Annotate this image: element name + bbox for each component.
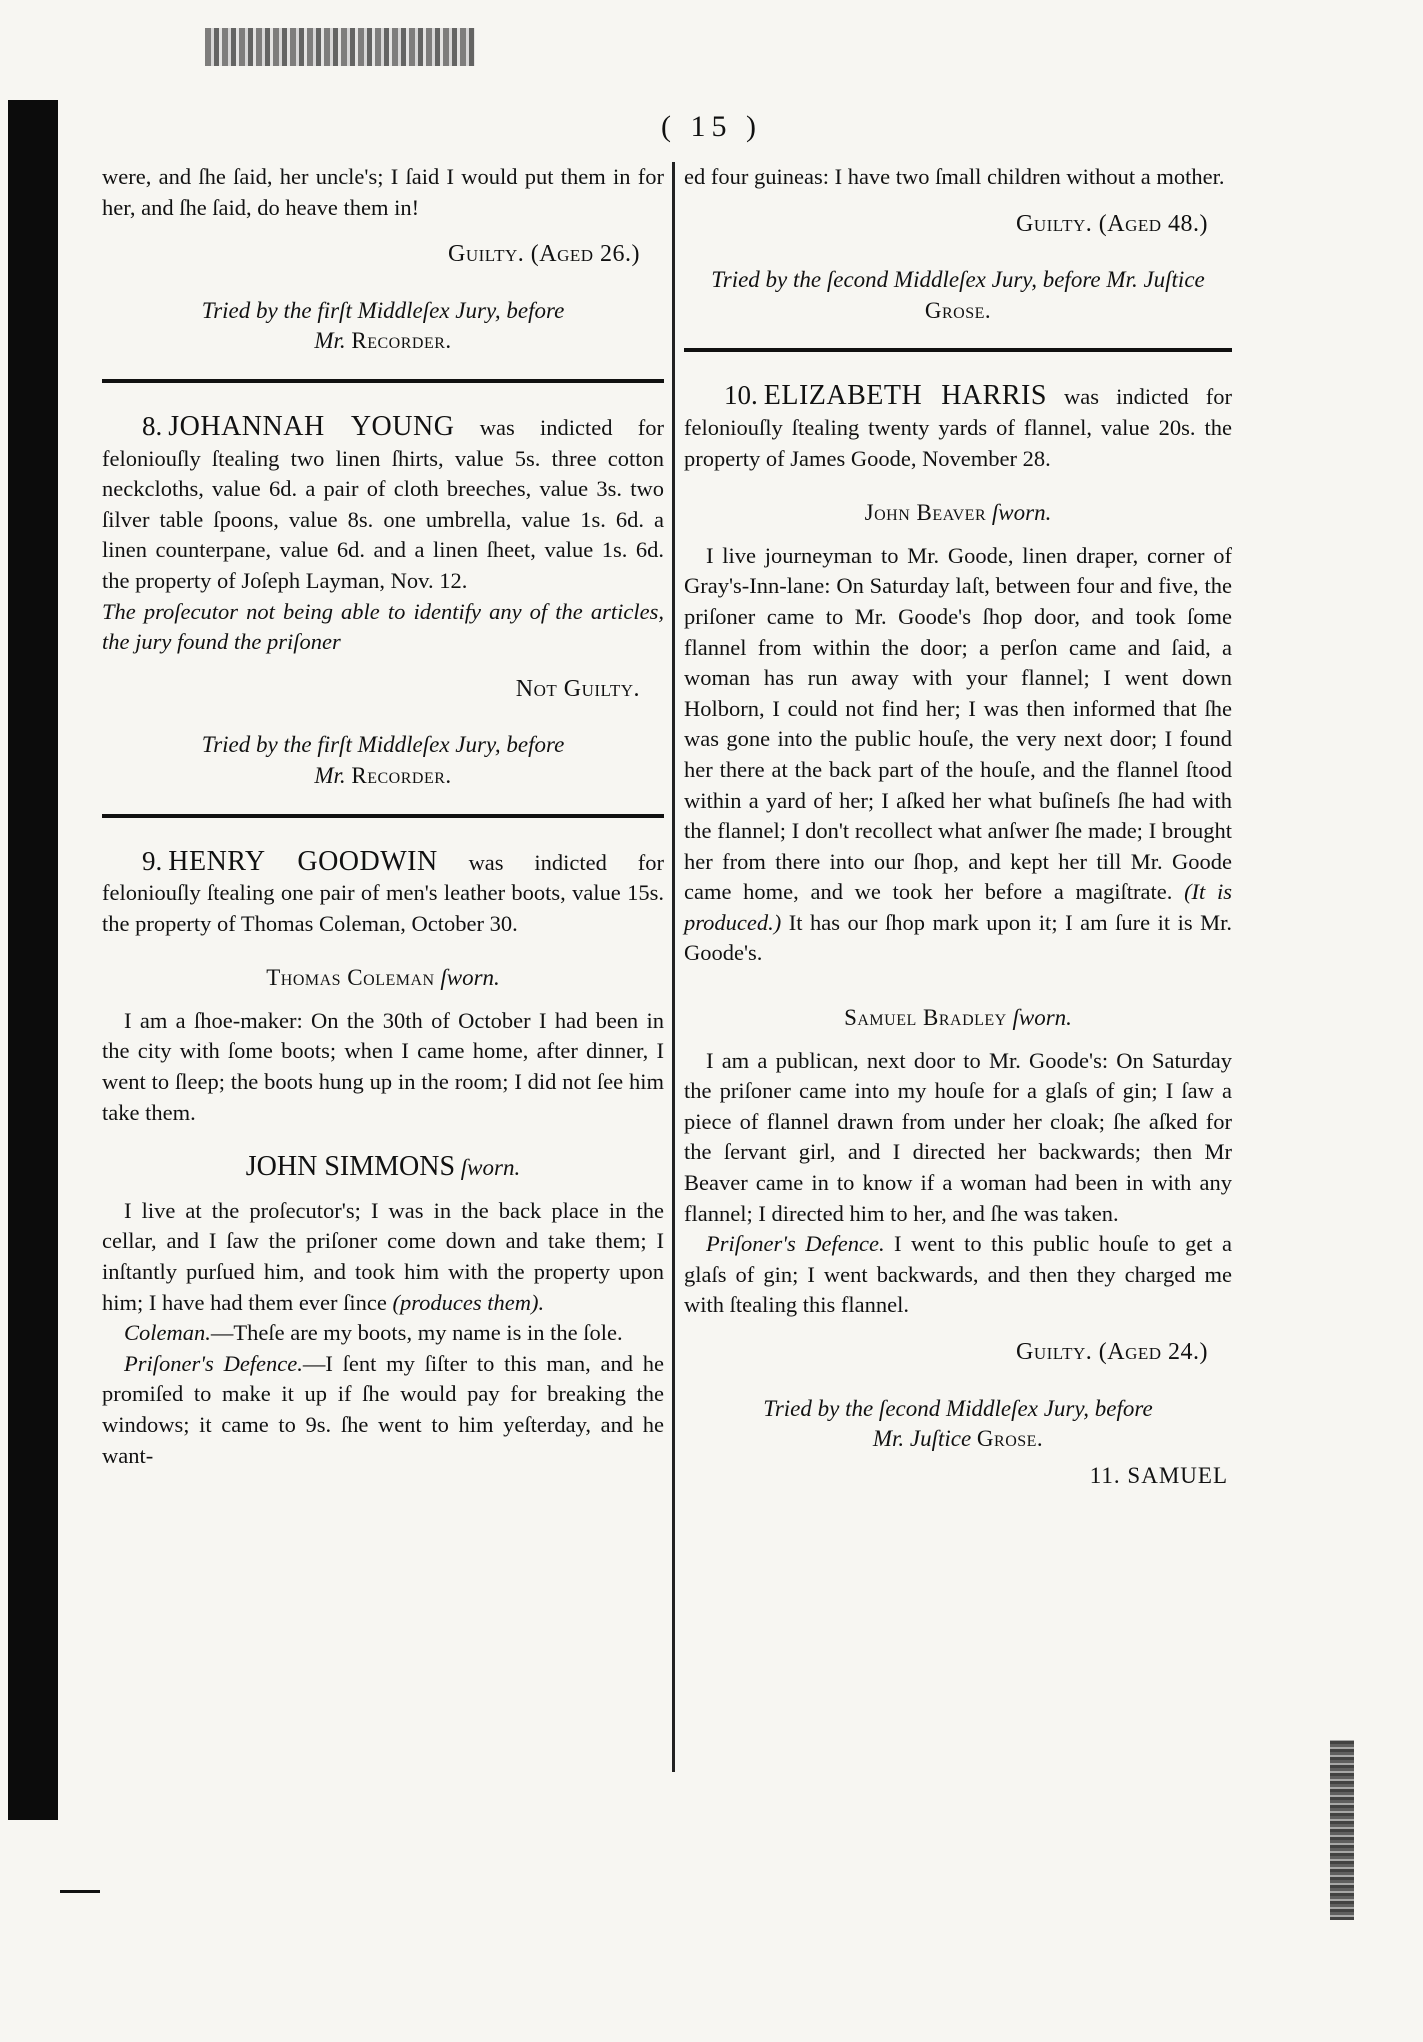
defendant-name: JOHANNAH YOUNG xyxy=(168,410,455,442)
case-text: was indicted for feloniouſly ſtealing two linen ſhirts, value 5s. three cotton neckcloths, value 6d. a pair of cloth breeches, value 3s. two ſilver table ſpoons, value 8s. one umbrella, value 1s. 6d. a linen counterpane, value 6d. and a linen ſheet, value 1s. 6d. the property of Joſeph Layman, Nov. 12. xyxy=(102,414,664,593)
witness-name: Thomas Coleman xyxy=(266,965,435,991)
witness-name: JOHN SIMMONS xyxy=(245,1151,456,1183)
defence xyxy=(102,1349,664,1471)
defendant-name: ELIZABETH HARRIS xyxy=(763,380,1047,412)
trial-note xyxy=(684,1394,1232,1455)
witness-heading xyxy=(102,1152,664,1184)
trial-note-text: Tried by the ſecond Middleſex Jury, before xyxy=(763,1395,1153,1421)
trial-note-judge: Grose. xyxy=(924,297,992,323)
testimony: I am a ſhoe-maker: On the 30th of October I had been in the city with ſome boots; when I came home, after dinner, I went to ſleep; the boots hung up in the room; I did not ſee him take them. xyxy=(102,1007,664,1125)
witness-sworn: ſworn. xyxy=(434,965,500,991)
trial-note-title: Mr. xyxy=(314,762,352,788)
margin-mark xyxy=(60,1890,100,1893)
case-8 xyxy=(102,411,664,597)
case-9 xyxy=(102,846,664,940)
paragraph: were, and ſhe ſaid, her uncle's; I ſaid I would put them in for her, and ſhe ſaid, do heave them in! xyxy=(102,164,664,220)
case-number: 8. xyxy=(142,410,163,441)
right-column xyxy=(684,162,1232,1491)
verdict: Guilty. (Aged 48.) xyxy=(1015,210,1208,237)
section-rule xyxy=(102,814,664,818)
case-note: The proſecutor not being able to identify any of the articles, the jury found the priſoner xyxy=(102,598,664,655)
witness-sworn: ſworn. xyxy=(1006,1005,1072,1031)
trial-note-text: Tried by the firſt Middleſex Jury, before xyxy=(201,732,565,758)
defence xyxy=(684,1229,1232,1321)
testimony xyxy=(684,541,1232,969)
testimony-aside: (It is produced.) xyxy=(684,879,1233,935)
defence-text: I went to this public houſe to get a glaſs of gin; I went backwards, and then they charged me with ſtealing this flannel. xyxy=(684,1231,1232,1318)
speaker-label: Priſoner's Defence. xyxy=(706,1231,885,1257)
case-10 xyxy=(684,380,1232,474)
case-text: was indicted for feloniouſly ſtealing twenty yards of flannel, value 20s. the property of James Goode, November 28. xyxy=(684,384,1232,471)
edge-texture xyxy=(1330,1740,1354,1920)
witness-heading xyxy=(684,1003,1232,1034)
witness-heading xyxy=(102,963,664,994)
trial-note-judge: Recorder. xyxy=(351,762,452,788)
paragraph: ed four guineas: I have two ſmall children without a mother. xyxy=(684,164,1225,189)
left-column xyxy=(102,162,664,1471)
testimony-text: —Theſe are my boots, my name is in the ſole. xyxy=(210,1320,623,1346)
catchword: 11. SAMUEL xyxy=(1089,1462,1228,1488)
print-smudge xyxy=(205,28,475,66)
trial-note-text: Tried by the ſecond Middleſex Jury, before Mr. Juſtice xyxy=(711,267,1205,293)
testimony xyxy=(102,1196,664,1318)
trial-note-title: Mr. Juſtice xyxy=(872,1426,977,1452)
section-rule xyxy=(684,348,1232,352)
verdict: Not Guilty. xyxy=(515,675,640,702)
witness-sworn: ſworn. xyxy=(455,1155,521,1181)
trial-note xyxy=(102,730,664,791)
verdict: Guilty. (Aged 24.) xyxy=(1015,1339,1208,1365)
testimony-text: It has our ſhop mark upon it; I am ſure it is Mr. Goode's. xyxy=(684,909,1232,966)
trial-note-judge: Grose. xyxy=(976,1426,1044,1452)
speaker-label: Coleman. xyxy=(124,1320,211,1346)
witness-name: John Beaver xyxy=(864,500,987,526)
trial-note-judge: Recorder. xyxy=(351,328,452,354)
binding-shadow xyxy=(8,100,58,1820)
column-divider xyxy=(672,162,675,1772)
trial-note xyxy=(102,296,664,357)
testimony-text: I live journeyman to Mr. Goode, linen draper, corner of Gray's-Inn-lane: On Saturday laſt, between four and five, the priſoner came to Mr. Goode's ſhop door, and took ſome flannel from within the door; a perſon came and ſaid, a woman has run away with your flannel; I went down Holborn, I could not find her; I was then informed that ſhe was gone into the public houſe, the very next door; I found her there at the back part of the houſe, and the flannel ſtood within a yard of her; I aſked her what buſineſs ſhe had with the flannel; I don't recollect what anſwer ſhe made; I brought her from there into our ſhop, and kept her till Mr. Goode came home, and we took her before a magiſtrate. xyxy=(684,542,1232,905)
case-number: 10. xyxy=(724,380,758,411)
defendant-name: HENRY GOODWIN xyxy=(168,845,438,877)
witness-sworn: ſworn. xyxy=(986,500,1052,526)
witness-heading xyxy=(684,498,1232,529)
testimony xyxy=(102,1318,664,1349)
case-number: 9. xyxy=(142,845,163,876)
page-number: ( 15 ) xyxy=(661,110,762,143)
testimony-text: I live at the proſecutor's; I was in the back place in the cellar, and I ſaw the priſoner come down and take them; I inſtantly purſued him, and took him with the property upon him; I have had them ever ſince xyxy=(102,1197,664,1315)
testimony-aside: (produces them). xyxy=(392,1289,545,1315)
verdict: Guilty. (Aged 26.) xyxy=(447,241,640,268)
speaker-label: Priſoner's Defence. xyxy=(124,1350,303,1376)
witness-name: Samuel Bradley xyxy=(844,1005,1007,1031)
trial-note-text: Tried by the firſt Middleſex Jury, before xyxy=(201,297,565,323)
defence-text: —I ſent my ſiſter to this man, and he promiſed to make it up if ſhe would pay for breaking the windows; it came to 9s. ſhe went to him yeſterday, and he want- xyxy=(102,1350,664,1468)
case-text: was indicted for feloniouſly ſtealing one pair of men's leather boots, value 15s. the property of Thomas Coleman, October 30. xyxy=(102,849,664,936)
section-rule xyxy=(102,379,664,383)
testimony: I am a publican, next door to Mr. Goode's: On Saturday the priſoner came into my houſe for a glaſs of gin; I ſaw a piece of flannel drawn from under her cloak; ſhe aſked for the ſervant girl, and I directed her backwards; then Mr Beaver came in to know if a woman had been in with any flannel; I directed him to her, and ſhe was taken. xyxy=(684,1047,1232,1226)
trial-note xyxy=(684,265,1232,326)
trial-note-title: Mr. xyxy=(314,328,352,354)
